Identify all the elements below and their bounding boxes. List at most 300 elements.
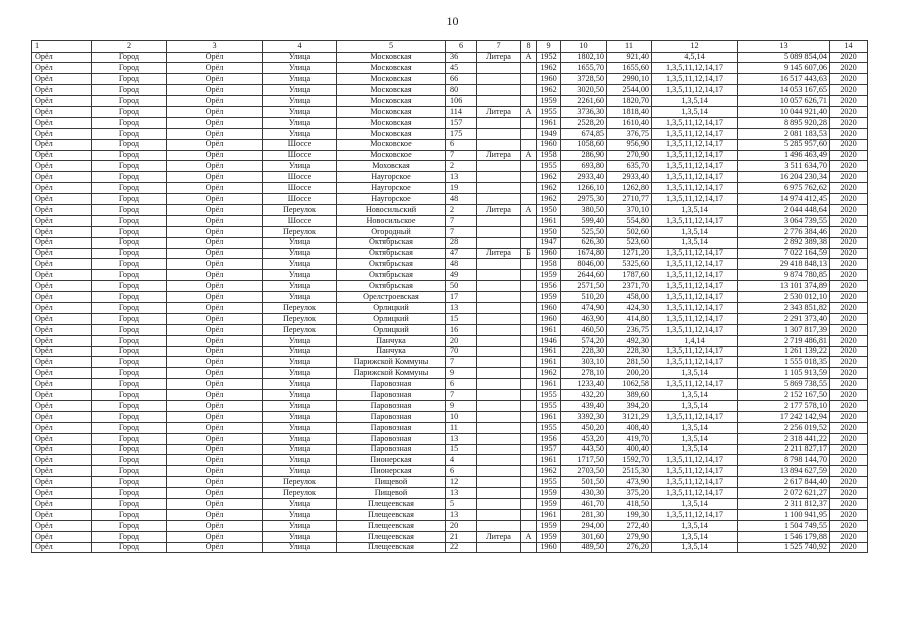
table-cell: 2020 <box>830 204 868 215</box>
table-cell: 525,50 <box>561 226 607 237</box>
table-cell: 921,40 <box>607 52 652 63</box>
table-cell: 523,60 <box>607 237 652 248</box>
table-cell: 3736,30 <box>561 106 607 117</box>
table-cell: 1,3,5,11,12,14,17 <box>652 215 738 226</box>
table-cell: Город <box>92 379 167 390</box>
table-cell: 1959 <box>537 531 561 542</box>
table-row <box>32 183 868 194</box>
table-cell: Орёл <box>167 215 263 226</box>
table-cell: Город <box>92 128 167 139</box>
table-cell: 419,70 <box>607 433 652 444</box>
table-cell: 1961 <box>537 117 561 128</box>
table-cell: 1233,40 <box>561 379 607 390</box>
table-cell: Орёл <box>167 204 263 215</box>
table-cell: 70 <box>446 346 477 357</box>
table-cell: Город <box>92 390 167 401</box>
table-cell: Литера <box>477 52 521 63</box>
table-cell: 29 418 848,13 <box>738 259 830 270</box>
table-cell: 418,50 <box>607 499 652 510</box>
table-cell: 4 <box>446 455 477 466</box>
table-row <box>32 270 868 281</box>
table-cell: Орёл <box>32 335 92 346</box>
table-cell: 489,50 <box>561 542 607 553</box>
table-cell: 432,20 <box>561 390 607 401</box>
table-cell: 414,80 <box>607 313 652 324</box>
table-cell <box>477 313 521 324</box>
table-cell: 599,40 <box>561 215 607 226</box>
table-cell: Улица <box>263 63 337 74</box>
table-cell: 1,3,5,11,12,14,17 <box>652 270 738 281</box>
table-cell: 14 974 412,45 <box>738 194 830 205</box>
table-cell: Улица <box>263 74 337 85</box>
table-cell: Орёл <box>32 324 92 335</box>
table-cell: 2515,30 <box>607 466 652 477</box>
table-cell: Орёл <box>167 433 263 444</box>
table-cell: 270,90 <box>607 150 652 161</box>
table-cell <box>477 292 521 303</box>
table-cell: 554,80 <box>607 215 652 226</box>
table-cell: Город <box>92 346 167 357</box>
table-cell: Орёл <box>32 313 92 324</box>
table-cell <box>477 270 521 281</box>
table-cell: Орлицкий <box>337 302 446 313</box>
table-cell: 2020 <box>830 390 868 401</box>
table-cell <box>521 455 537 466</box>
table-cell: 2020 <box>830 161 868 172</box>
table-cell: 17 242 142,94 <box>738 411 830 422</box>
table-cell: Орёл <box>167 509 263 520</box>
table-cell: Октябрьская <box>337 281 446 292</box>
table-cell: 1,3,5,14 <box>652 204 738 215</box>
table-cell: Орлицкий <box>337 313 446 324</box>
table-cell: 1,3,5,11,12,14,17 <box>652 357 738 368</box>
table-row <box>32 117 868 128</box>
table-cell <box>521 85 537 96</box>
table-cell: Орёл <box>167 531 263 542</box>
table-cell <box>521 499 537 510</box>
table-cell: 693,80 <box>561 161 607 172</box>
table-row <box>32 390 868 401</box>
table-cell <box>477 520 521 531</box>
table-cell: 510,20 <box>561 292 607 303</box>
table-cell: А <box>521 106 537 117</box>
table-cell: 2020 <box>830 455 868 466</box>
table-cell: 1,3,5,14 <box>652 368 738 379</box>
table-cell: Плещеевская <box>337 542 446 553</box>
table-cell: Улица <box>263 248 337 259</box>
table-cell: Город <box>92 270 167 281</box>
table-cell: Шоссе <box>263 183 337 194</box>
table-cell: 2571,50 <box>561 281 607 292</box>
table-cell: 157 <box>446 117 477 128</box>
table-cell <box>477 335 521 346</box>
table-cell: 2020 <box>830 335 868 346</box>
table-cell <box>477 433 521 444</box>
table-cell: 1266,10 <box>561 183 607 194</box>
table-cell: Орёл <box>32 499 92 510</box>
table-cell: Паровозная <box>337 444 446 455</box>
table-cell: 114 <box>446 106 477 117</box>
table-cell <box>521 422 537 433</box>
table-cell: Орёл <box>32 444 92 455</box>
table-row <box>32 531 868 542</box>
table-cell: Город <box>92 488 167 499</box>
table-cell: 1262,80 <box>607 183 652 194</box>
table-cell: Орёл <box>167 226 263 237</box>
table-cell: Московская <box>337 128 446 139</box>
table-cell: Орёл <box>167 466 263 477</box>
table-cell: 2 072 621,27 <box>738 488 830 499</box>
table-row <box>32 411 868 422</box>
table-cell: 1271,20 <box>607 248 652 259</box>
table-cell: Город <box>92 499 167 510</box>
table-cell: Панчука <box>337 335 446 346</box>
table-cell: 7 <box>446 215 477 226</box>
table-cell: 1960 <box>537 139 561 150</box>
table-cell: Орёл <box>32 183 92 194</box>
table-cell: Город <box>92 74 167 85</box>
table-row <box>32 488 868 499</box>
table-cell: Город <box>92 161 167 172</box>
table-cell: 474,90 <box>561 302 607 313</box>
table-cell: 2020 <box>830 270 868 281</box>
table-cell: 45 <box>446 63 477 74</box>
table-cell: 5 089 854,04 <box>738 52 830 63</box>
table-cell: 1,3,5,11,12,14,17 <box>652 455 738 466</box>
table-cell: Литера <box>477 106 521 117</box>
table-row <box>32 477 868 488</box>
table-cell: Город <box>92 172 167 183</box>
table-cell: Плещеевская <box>337 531 446 542</box>
table-cell: 1,3,5,11,12,14,17 <box>652 379 738 390</box>
table-cell: Орёл <box>32 509 92 520</box>
table-cell: 7 <box>446 357 477 368</box>
table-cell: Орёл <box>167 379 263 390</box>
table-cell: Орелстроевская <box>337 292 446 303</box>
table-cell <box>521 74 537 85</box>
table-cell: Улица <box>263 117 337 128</box>
table-cell: 1610,40 <box>607 117 652 128</box>
table-cell: 2020 <box>830 542 868 553</box>
table-cell: 2020 <box>830 292 868 303</box>
table-cell: 2020 <box>830 499 868 510</box>
table-cell <box>521 96 537 107</box>
table-cell <box>477 63 521 74</box>
table-cell: Орёл <box>167 259 263 270</box>
table-cell <box>477 379 521 390</box>
table-row <box>32 161 868 172</box>
table-cell: 1802,10 <box>561 52 607 63</box>
table-cell: 1 307 817,39 <box>738 324 830 335</box>
table-cell: 1717,50 <box>561 455 607 466</box>
table-cell: Город <box>92 313 167 324</box>
table-cell: 2 343 851,82 <box>738 302 830 313</box>
table-cell: 2 318 441,22 <box>738 433 830 444</box>
table-cell: Город <box>92 259 167 270</box>
table-row <box>32 499 868 510</box>
table-cell: 2020 <box>830 150 868 161</box>
table-cell: Улица <box>263 368 337 379</box>
table-cell: 8046,00 <box>561 259 607 270</box>
table-cell: Орёл <box>167 117 263 128</box>
table-cell: 2020 <box>830 313 868 324</box>
table-cell: Орёл <box>167 281 263 292</box>
table-cell: 1,3,5,14 <box>652 531 738 542</box>
table-cell <box>521 368 537 379</box>
table-cell <box>477 368 521 379</box>
table-cell: 2 <box>446 204 477 215</box>
table-cell: 2020 <box>830 237 868 248</box>
table-cell: 1961 <box>537 455 561 466</box>
table-cell: 301,60 <box>561 531 607 542</box>
table-cell: 2 <box>446 161 477 172</box>
table-cell <box>477 390 521 401</box>
table-cell: 443,50 <box>561 444 607 455</box>
table-cell <box>521 237 537 248</box>
table-cell: 1960 <box>537 302 561 313</box>
table-cell: 2 776 384,46 <box>738 226 830 237</box>
table-cell: Московское <box>337 139 446 150</box>
table-cell: 2020 <box>830 85 868 96</box>
table-cell: 2710,77 <box>607 194 652 205</box>
table-cell: Улица <box>263 281 337 292</box>
table-cell <box>477 85 521 96</box>
table-cell <box>477 259 521 270</box>
table-cell: 2371,70 <box>607 281 652 292</box>
table-cell: 5 <box>446 499 477 510</box>
table-cell: 408,40 <box>607 422 652 433</box>
table-cell: 49 <box>446 270 477 281</box>
table-row <box>32 368 868 379</box>
table-cell: 1,3,5,11,12,14,17 <box>652 63 738 74</box>
table-cell: 2544,00 <box>607 85 652 96</box>
table-cell: Парижской Коммуны <box>337 368 446 379</box>
table-cell: 7 <box>446 150 477 161</box>
table-cell: 1,3,5,14 <box>652 390 738 401</box>
table-row <box>32 302 868 313</box>
table-cell: Улица <box>263 542 337 553</box>
column-number-cell: 10 <box>561 41 607 53</box>
table-cell <box>477 422 521 433</box>
table-cell: Наугорское <box>337 183 446 194</box>
table-cell <box>521 139 537 150</box>
table-cell: Орёл <box>167 96 263 107</box>
table-cell: 626,30 <box>561 237 607 248</box>
table-cell: 2990,10 <box>607 74 652 85</box>
table-cell <box>521 509 537 520</box>
table-row <box>32 52 868 63</box>
table-cell: 1958 <box>537 150 561 161</box>
table-cell: 2 617 844,40 <box>738 477 830 488</box>
table-cell: Улица <box>263 520 337 531</box>
table-cell: Московская <box>337 74 446 85</box>
table-cell: Наугорское <box>337 172 446 183</box>
table-cell: Пионерская <box>337 466 446 477</box>
table-cell: 1,3,5,11,12,14,17 <box>652 183 738 194</box>
table-cell: 394,20 <box>607 401 652 412</box>
table-cell: 635,70 <box>607 161 652 172</box>
table-cell: Орёл <box>32 531 92 542</box>
table-cell: Город <box>92 324 167 335</box>
table-cell <box>521 172 537 183</box>
table-cell <box>477 302 521 313</box>
table-cell: 2020 <box>830 106 868 117</box>
table-cell: 2020 <box>830 466 868 477</box>
table-cell: 1,3,5,11,12,14,17 <box>652 324 738 335</box>
table-row <box>32 335 868 346</box>
table-cell: Орёл <box>167 401 263 412</box>
table-cell: 19 <box>446 183 477 194</box>
table-cell: 1950 <box>537 226 561 237</box>
table-cell: Орёл <box>167 542 263 553</box>
column-number-cell: 12 <box>652 41 738 53</box>
table-cell: 1,3,5,11,12,14,17 <box>652 509 738 520</box>
table-row <box>32 346 868 357</box>
table-row <box>32 542 868 553</box>
table-row <box>32 194 868 205</box>
table-cell: Улица <box>263 379 337 390</box>
table-cell <box>477 117 521 128</box>
table-cell: 430,30 <box>561 488 607 499</box>
table-cell: 2020 <box>830 63 868 74</box>
table-cell: Шоссе <box>263 172 337 183</box>
table-cell: Орёл <box>167 270 263 281</box>
column-number-cell: 9 <box>537 41 561 53</box>
table-cell: Орёл <box>167 444 263 455</box>
table-cell: 2020 <box>830 368 868 379</box>
table-row <box>32 85 868 96</box>
table-cell <box>477 488 521 499</box>
table-cell: 2020 <box>830 411 868 422</box>
table-cell: Улица <box>263 52 337 63</box>
table-cell: Орёл <box>32 292 92 303</box>
table-cell: 2020 <box>830 117 868 128</box>
table-cell: 1 261 139,22 <box>738 346 830 357</box>
table-cell: Город <box>92 117 167 128</box>
table-row <box>32 74 868 85</box>
table-cell: 453,20 <box>561 433 607 444</box>
table-cell: Орёл <box>32 433 92 444</box>
table-cell <box>521 520 537 531</box>
table-cell: 1,3,5,14 <box>652 422 738 433</box>
table-cell: Плещеевская <box>337 499 446 510</box>
table-cell: Переулок <box>263 226 337 237</box>
table-cell: 2020 <box>830 74 868 85</box>
table-cell: Город <box>92 466 167 477</box>
table-cell: 9 145 607,06 <box>738 63 830 74</box>
table-cell: 3121,29 <box>607 411 652 422</box>
table-cell: Московское <box>337 150 446 161</box>
table-cell: 1959 <box>537 270 561 281</box>
table-cell: 2 211 827,17 <box>738 444 830 455</box>
table-cell: 5 285 957,60 <box>738 139 830 150</box>
table-cell: 1,3,5,11,12,14,17 <box>652 302 738 313</box>
table-cell: Улица <box>263 292 337 303</box>
table-cell: 450,20 <box>561 422 607 433</box>
table-cell: 2020 <box>830 422 868 433</box>
table-row <box>32 455 868 466</box>
table-cell: 400,40 <box>607 444 652 455</box>
table-cell <box>521 313 537 324</box>
table-cell: 2 892 389,38 <box>738 237 830 248</box>
table-cell: 7 <box>446 390 477 401</box>
table-cell: Улица <box>263 401 337 412</box>
table-cell: Город <box>92 531 167 542</box>
table-cell: 276,20 <box>607 542 652 553</box>
table-cell: 1960 <box>537 74 561 85</box>
table-cell: Московская <box>337 106 446 117</box>
table-cell: Улица <box>263 346 337 357</box>
table-cell: 1959 <box>537 488 561 499</box>
table-cell: Орлицкий <box>337 324 446 335</box>
table-cell: 2975,30 <box>561 194 607 205</box>
table-cell: Московская <box>337 52 446 63</box>
table-cell: Переулок <box>263 204 337 215</box>
table-cell: Улица <box>263 161 337 172</box>
table-cell <box>521 270 537 281</box>
table-cell: Паровозная <box>337 390 446 401</box>
table-cell: 20 <box>446 335 477 346</box>
table-cell: 2 530 012,10 <box>738 292 830 303</box>
table-cell: 501,50 <box>561 477 607 488</box>
table-cell <box>521 324 537 335</box>
table-row <box>32 204 868 215</box>
table-cell: Орёл <box>167 335 263 346</box>
table-cell: 1,3,5,14 <box>652 444 738 455</box>
table-cell: Шоссе <box>263 139 337 150</box>
table-cell: 1,3,5,14 <box>652 106 738 117</box>
table-cell: 22 <box>446 542 477 553</box>
table-cell: Орёл <box>32 270 92 281</box>
table-cell: 1,3,5,14 <box>652 499 738 510</box>
table-cell: 1,3,5,11,12,14,17 <box>652 85 738 96</box>
table-cell: 10 <box>446 411 477 422</box>
table-cell: 2 256 019,52 <box>738 422 830 433</box>
table-cell: 36 <box>446 52 477 63</box>
table-cell: Город <box>92 85 167 96</box>
table-cell: 1962 <box>537 85 561 96</box>
table-cell: 1820,70 <box>607 96 652 107</box>
table-cell: Новосильское <box>337 215 446 226</box>
table-cell: 16 517 443,63 <box>738 74 830 85</box>
table-cell: Орёл <box>167 52 263 63</box>
table-cell: 1,3,5,14 <box>652 401 738 412</box>
table-cell: Орёл <box>32 85 92 96</box>
table-row <box>32 259 868 270</box>
table-cell: 1956 <box>537 281 561 292</box>
table-cell: 1962 <box>537 63 561 74</box>
table-cell: 1,3,5,11,12,14,17 <box>652 117 738 128</box>
table-cell: Орёл <box>32 390 92 401</box>
table-cell: Орёл <box>167 237 263 248</box>
table-cell: 278,10 <box>561 368 607 379</box>
table-cell: 21 <box>446 531 477 542</box>
table-cell: 1,3,5,11,12,14,17 <box>652 128 738 139</box>
table-cell: Октябрьская <box>337 237 446 248</box>
table-cell: Орёл <box>167 248 263 259</box>
table-cell: Орёл <box>32 379 92 390</box>
table-cell: Переулок <box>263 488 337 499</box>
table-cell: 175 <box>446 128 477 139</box>
column-number-cell: 3 <box>167 41 263 53</box>
table-cell: Орёл <box>167 183 263 194</box>
table-cell: Орёл <box>32 150 92 161</box>
table-cell: 1,3,5,14 <box>652 433 738 444</box>
table-cell: 1959 <box>537 292 561 303</box>
table-cell: 1959 <box>537 499 561 510</box>
page-number: 10 <box>446 14 459 28</box>
table-cell: 1 546 179,88 <box>738 531 830 542</box>
